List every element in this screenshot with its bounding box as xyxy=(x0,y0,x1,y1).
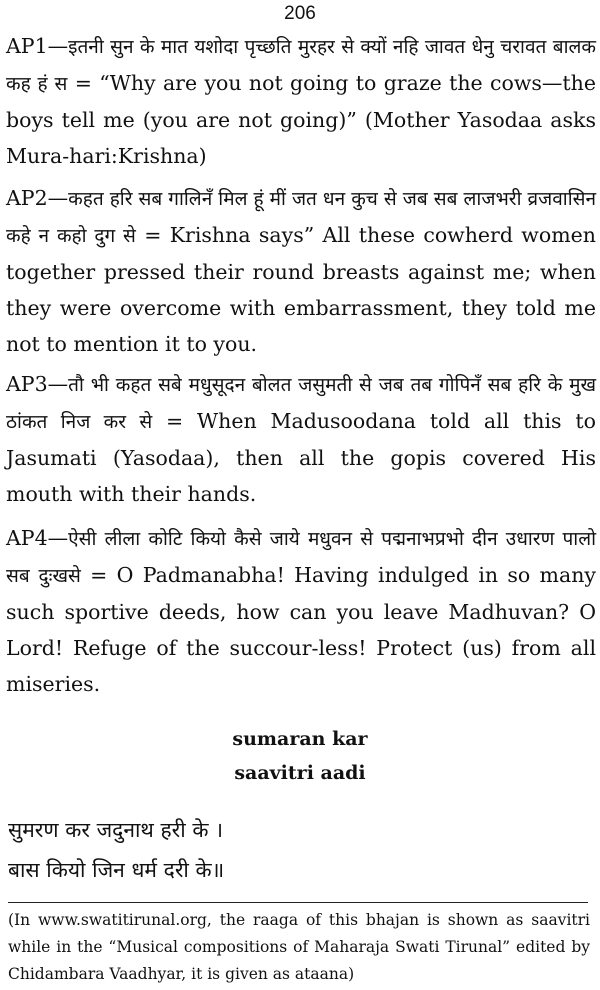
page-number: 206 xyxy=(284,3,316,24)
verse-line-2: बास कियो जिन धर्म दरी के॥ xyxy=(8,858,225,882)
verse-line-1: सुमरण कर जदुनाथ हरी के । xyxy=(8,818,224,842)
paragraph-label: AP1 xyxy=(6,34,48,58)
hindi-text: कहत हरि सब गालिनँ मिल हूं मीं जत धन कुच से जब सब लाजभरी व्रजवासिन कहे न कहो दुग से xyxy=(6,188,596,247)
paragraph-ap3 xyxy=(6,366,596,512)
hindi-text: ऐसी लीला कोटि कियो कैसे जाये मधुवन से पद्मनाभप्रभो दीन उधारण पालो सब दुःखसे xyxy=(6,528,596,587)
paragraph-dash: — xyxy=(47,372,69,396)
paragraph-label: AP3 xyxy=(6,372,48,396)
paragraph-label: AP2 xyxy=(6,186,48,210)
paragraph-dash: — xyxy=(47,186,69,210)
paragraph-dash: — xyxy=(47,526,69,550)
equals-sign: = xyxy=(80,563,117,587)
footnote: (In www.swatitirunal.org, the raaga of this bhajan is shown as saavitri while in the “Musical compositions of Maharaja Swati Tirunal” edited by Chidambara Vaadhyar, it is given as ataana) xyxy=(8,911,590,983)
paragraph-ap2 xyxy=(6,180,596,362)
equals-sign: = xyxy=(67,71,100,95)
hindi-text: इतनी सुन के मात यशोदा पृच्छति मुरहर से क्यों नहि जावत धेनु चरावत बालक कह हं स xyxy=(6,36,596,95)
english-translation: “Why are you not going to graze the cows—the boys tell me (you are not going)” (Mother Yasodaa asks Mura-hari:Krishna) xyxy=(6,71,597,168)
english-translation: When Madusoodana told all this to Jasumati (Yasodaa), then all the gopis covered His mouth with their hands. xyxy=(6,409,596,506)
song-title-line-2: saavitri aadi xyxy=(234,762,366,784)
equals-sign: = xyxy=(135,223,170,247)
paragraph-label: AP4 xyxy=(6,526,48,550)
song-title-line-1: sumaran kar xyxy=(232,728,368,750)
paragraph-ap1 xyxy=(6,28,596,174)
paragraph-ap4 xyxy=(6,520,596,702)
english-translation: O Padmanabha! Having indulged in so many such sportive deeds, how can you leave Madhuvan? O Lord! Refuge of the succour-less! Protect (us) from all miseries. xyxy=(6,563,597,696)
english-translation: Krishna says” All these cowherd women together pressed their round breasts against me; when they were overcome with embarrassment, they told me not to mention it to you. xyxy=(6,223,596,356)
hindi-text: तौ भी कहत सबे मधुसूदन बोलत जसुमती से जब तब गोपिनँ सब हरि के मुख ठांकत निज कर से xyxy=(6,374,596,433)
equals-sign: = xyxy=(152,409,198,433)
paragraph-dash: — xyxy=(47,34,69,58)
footnote-divider xyxy=(8,902,588,903)
